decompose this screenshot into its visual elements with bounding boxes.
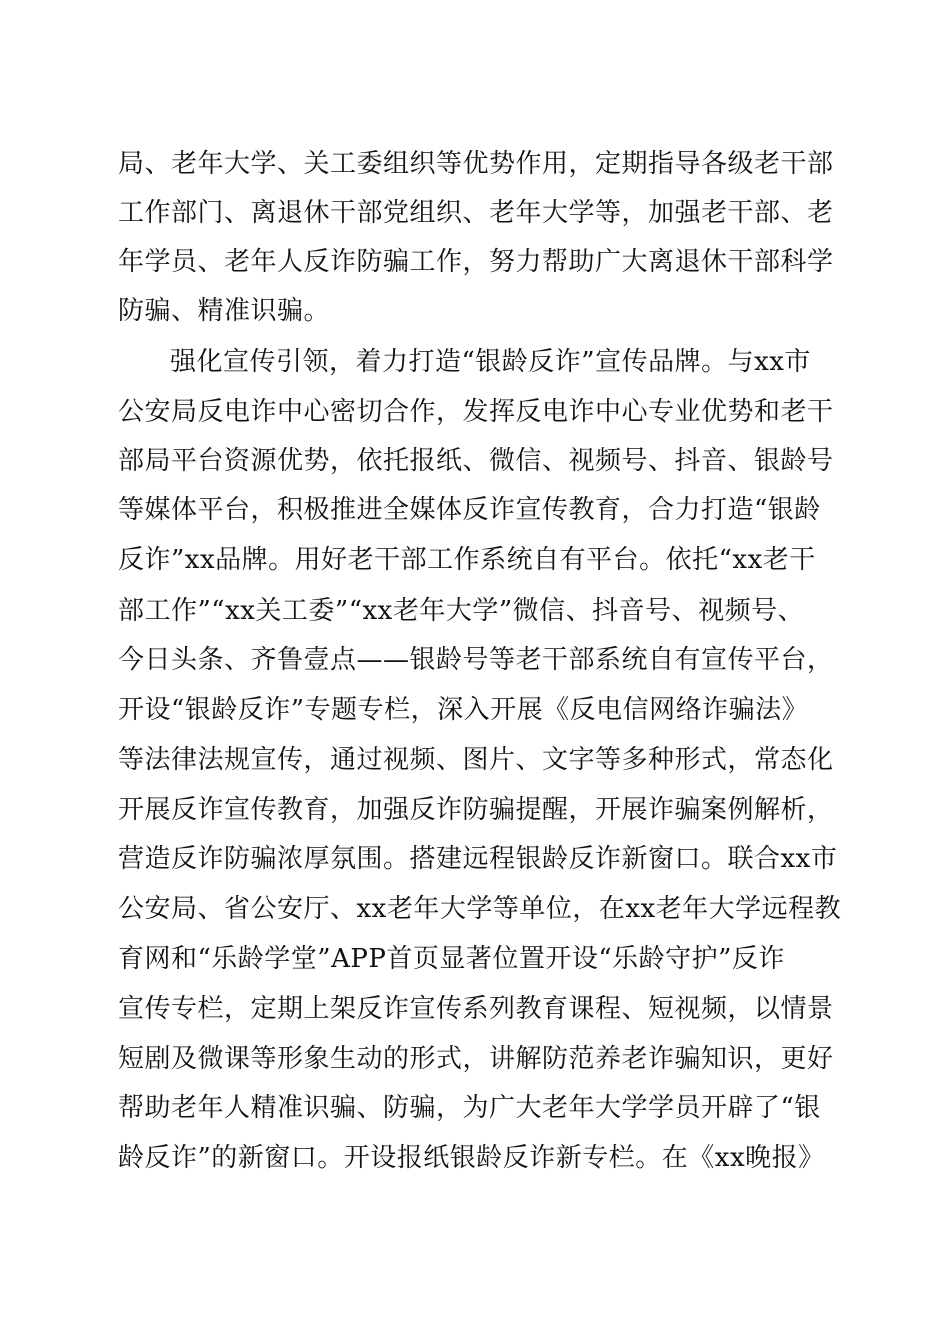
text-line: 等媒体平台，积极推进全媒体反诈宣传教育，合力打造“银龄 xyxy=(118,495,821,525)
text-line: 今日头条、齐鲁壹点——银龄号等老干部系统自有宣传平台， xyxy=(118,645,834,675)
text-line: 防骗、精准识骗。 xyxy=(118,296,331,326)
text-line: 部工作”“xx关工委”“xx老年大学”微信、抖音号、视频号、 xyxy=(118,596,805,626)
text-line: 开展反诈宣传教育，加强反诈防骗提醒，开展诈骗案例解析， xyxy=(118,795,834,825)
text-line: 部局平台资源优势，依托报纸、微信、视频号、抖音、银龄号 xyxy=(118,446,834,476)
text-line: 营造反诈防骗浓厚氛围。搭建远程银龄反诈新窗口。联合xx市 xyxy=(118,844,838,874)
text-line: 育网和“乐龄学堂”APP首页显著位置开设“乐龄守护”反诈 xyxy=(118,944,785,974)
text-line: 局、老年大学、关工委组织等优势作用，定期指导各级老干部 xyxy=(118,149,834,179)
text-line: 工作部门、离退休干部党组织、老年大学等，加强老干部、老 xyxy=(118,198,834,228)
text-line: 公安局、省公安厅、xx老年大学等单位，在xx老年大学远程教 xyxy=(118,894,842,924)
text-line: 反诈”xx品牌。用好老干部工作系统自有平台。依托“xx老干 xyxy=(118,545,816,575)
text-line: 公安局反电诈中心密切合作，发挥反电诈中心专业优势和老干 xyxy=(118,397,834,427)
text-line: 龄反诈”的新窗口。开设报纸银龄反诈新专栏。在《xx晚报》 xyxy=(118,1143,825,1173)
text-line: 年学员、老年人反诈防骗工作，努力帮助广大离退休干部科学 xyxy=(118,247,834,277)
text-line: 开设“银龄反诈”专题专栏，深入开展《反电信网络诈骗法》 xyxy=(118,695,809,725)
text-line: 等法律法规宣传，通过视频、图片、文字等多种形式，常态化 xyxy=(118,745,834,775)
text-line: 宣传专栏，定期上架反诈宣传系列教育课程、短视频，以情景 xyxy=(118,994,834,1024)
paragraph-start-line: 强化宣传引领，着力打造“银龄反诈”宣传品牌。与xx市 xyxy=(170,347,811,377)
text-line: 帮助老年人精准识骗、防骗，为广大老年大学学员开辟了“银 xyxy=(118,1093,821,1123)
text-line: 短剧及微课等形象生动的形式，讲解防范养老诈骗知识，更好 xyxy=(118,1044,834,1074)
